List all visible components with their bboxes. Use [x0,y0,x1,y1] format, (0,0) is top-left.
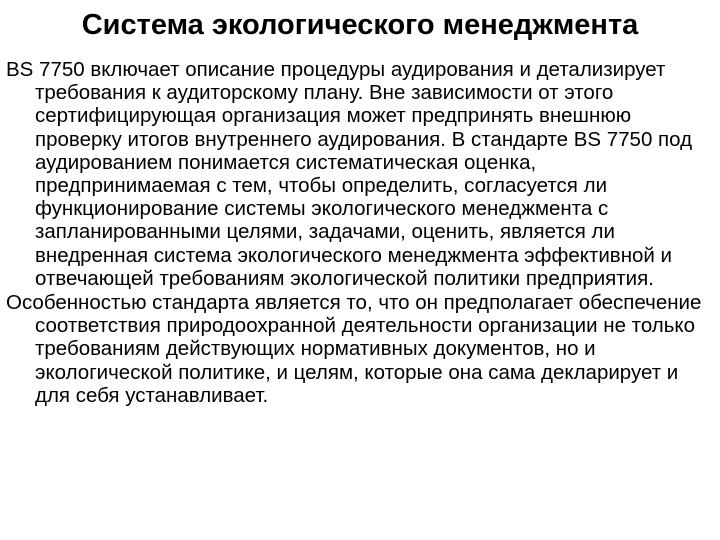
slide-title: Система экологического менеджмента [81,9,639,41]
body-paragraph-standard-feature: Особенностью стандарта является то, что он предполагает обеспечение соответствия природоохранной деятельности организации не только требованиям действующих нормативных документов, но и экологической политике, и целям, которые она сама декларирует и для себя устанавливает. [6,291,702,407]
body-paragraph-bs7750: BS 7750 включает описание процедуры аудирования и детализирует требования к аудиторскому плану. Вне зависимости от этого сертифицирующая организация может предпринять внешнюю проверку итогов внутреннего аудирования. В стандарте BS 7750 под аудированием понимается систематическая оценка, предпринимаемая с тем, чтобы определить, согласуется ли функционирование системы экологического менеджмента с запланированными целями, задачами, оценить, является ли внедренная система экологического менеджмента эффективной и отвечающей требованиям экологической политики предприятия. [6,58,693,290]
slide-body [6,58,714,407]
